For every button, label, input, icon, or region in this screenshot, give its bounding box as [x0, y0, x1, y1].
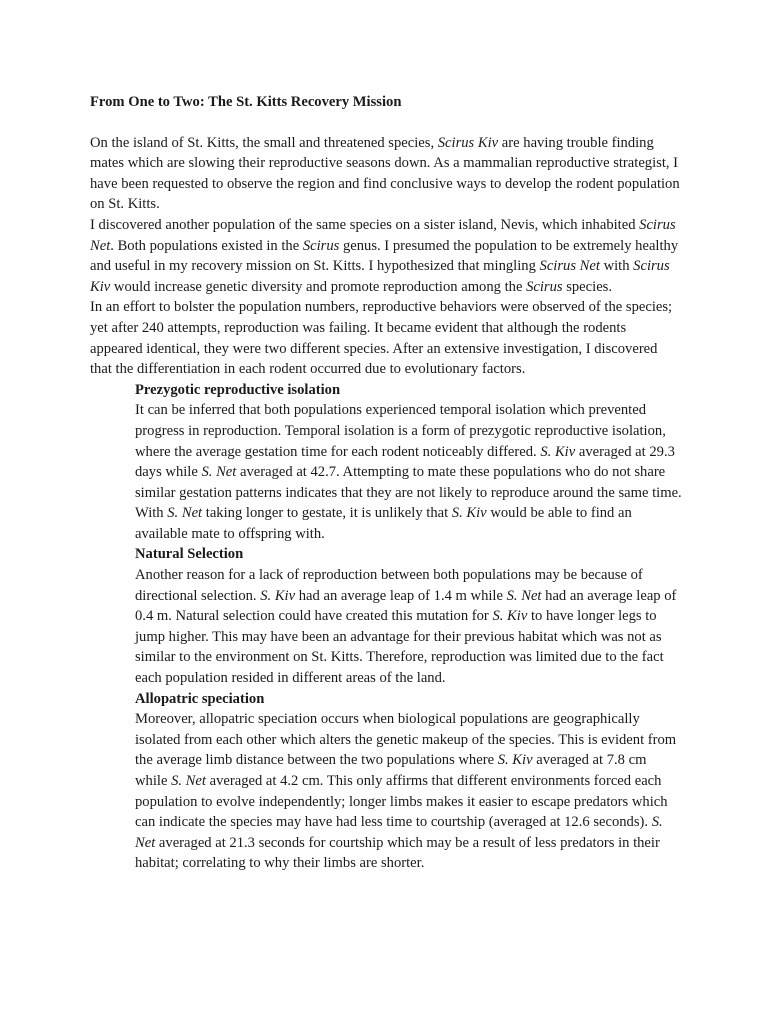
section-heading: Prezygotic reproductive isolation — [135, 381, 341, 398]
species-name: Scirus Net — [90, 216, 676, 254]
intro-paragraph — [90, 215, 682, 297]
species-name: S. Kiv — [260, 587, 296, 604]
species-name: S. Kiv — [492, 608, 528, 625]
species-name: S. Kiv — [451, 505, 487, 522]
species-name: S. Net — [167, 505, 203, 522]
text-run: On the island of St. Kitts, the small and threatened species, — [90, 134, 438, 151]
text-run: are having trouble finding mates which are slowing their reproductive seasons down. As a mammalian reproductive strategist, I have been requested to observe the region and find conclusive ways to develop the rodent population on St. Kitts. — [90, 134, 680, 213]
section-body — [135, 565, 682, 689]
text-run: with — [599, 258, 634, 275]
sections — [90, 380, 682, 874]
species-name: Scirus Kiv — [90, 258, 670, 295]
text-run: species. — [562, 278, 613, 295]
text-run: to have longer legs to jump higher. This may have been an advantage for their previous habitat which was not as similar to the environment on St. Kitts. Therefore, reproduction was limited due to the fact each population resided in different areas of the land. — [135, 608, 664, 687]
species-name: S. Kiv — [497, 752, 533, 769]
species-name: Scirus Kiv — [437, 134, 499, 151]
species-name: Scirus Net — [539, 258, 600, 275]
text-run: had an average leap of 0.4 m. Natural selection could have created this mutation for — [135, 587, 677, 625]
text-run: Another reason for a lack of reproduction between both populations may be because of directional selection. — [135, 567, 643, 604]
text-run: Moreover, allopatric speciation occurs when biological populations are geographically isolated from each other which alters the genetic makeup of the species. This is evident from the average limb distance between the two populations where — [135, 711, 677, 769]
text-run: had an average leap of 1.4 m while — [295, 587, 507, 604]
text-run: averaged at 29.3 days while — [135, 443, 675, 481]
species-name: Scirus — [526, 278, 563, 295]
section-heading: Allopatric speciation — [135, 690, 265, 707]
text-run: genus. I presumed the population to be extremely healthy and useful in my recovery mission on St. Kitts. I hypothesized that mingling — [90, 237, 679, 275]
text-run: averaged at 21.3 seconds for courtship which may be a result of less predators in their habitat; correlating to why their limbs are shorter. — [135, 834, 660, 872]
species-name: S. Kiv — [540, 443, 576, 460]
document-title: From One to Two: The St. Kitts Recovery Mission — [90, 94, 402, 110]
species-name: S. Net — [506, 587, 542, 604]
species-name: S. Net — [135, 814, 663, 851]
intro-paragraph — [90, 297, 682, 379]
text-run: would be able to find an available mate to offspring with. — [135, 505, 632, 542]
section — [90, 380, 682, 545]
text-run: taking longer to gestate, it is unlikely that — [202, 505, 452, 522]
text-run: averaged at 7.8 cm while — [135, 752, 647, 789]
species-name: S. Net — [171, 773, 206, 789]
text-run: In an effort to bolster the population numbers, reproductive behaviors were observed of the species; yet after 240 attempts, reproduction was failing. It became evident that although the rodents appeared identical, they were two different species. After an extensive investigation, I discovered that the differentiation in each rodent occurred due to evolutionary factors. — [90, 299, 673, 378]
section-heading: Natural Selection — [135, 546, 244, 563]
intro — [90, 133, 682, 380]
text-run: I discovered another population of the same species on a sister island, Nevis, which inhabited — [90, 216, 640, 233]
text-run: would increase genetic diversity and promote reproduction among the — [110, 278, 527, 295]
text-run: averaged at 4.2 cm. This only affirms that different environments forced each population to evolve independently; longer limbs makes it easier to escape predators which can indicate the species may have had less time to courtship (averaged at 12.6 seconds). — [135, 773, 668, 831]
intro-paragraph — [90, 133, 682, 215]
text-run: . Both populations existed in the — [110, 237, 303, 254]
section-body — [135, 400, 682, 544]
species-name: S. Net — [201, 464, 237, 481]
section — [90, 544, 682, 688]
section-body — [135, 709, 682, 874]
species-name: Scirus — [302, 237, 340, 254]
text-run: averaged at 42.7. Attempting to mate these populations who do not share similar gestation patterns indicates that they are not likely to reproduce around the same time. With — [135, 464, 682, 522]
section — [90, 689, 682, 874]
text-run: It can be inferred that both populations experienced temporal isolation which prevented progress in reproduction. Temporal isolation is a form of prezygotic reproductive isolation, where the average gestation time for each rodent noticeably differed. — [135, 402, 666, 460]
